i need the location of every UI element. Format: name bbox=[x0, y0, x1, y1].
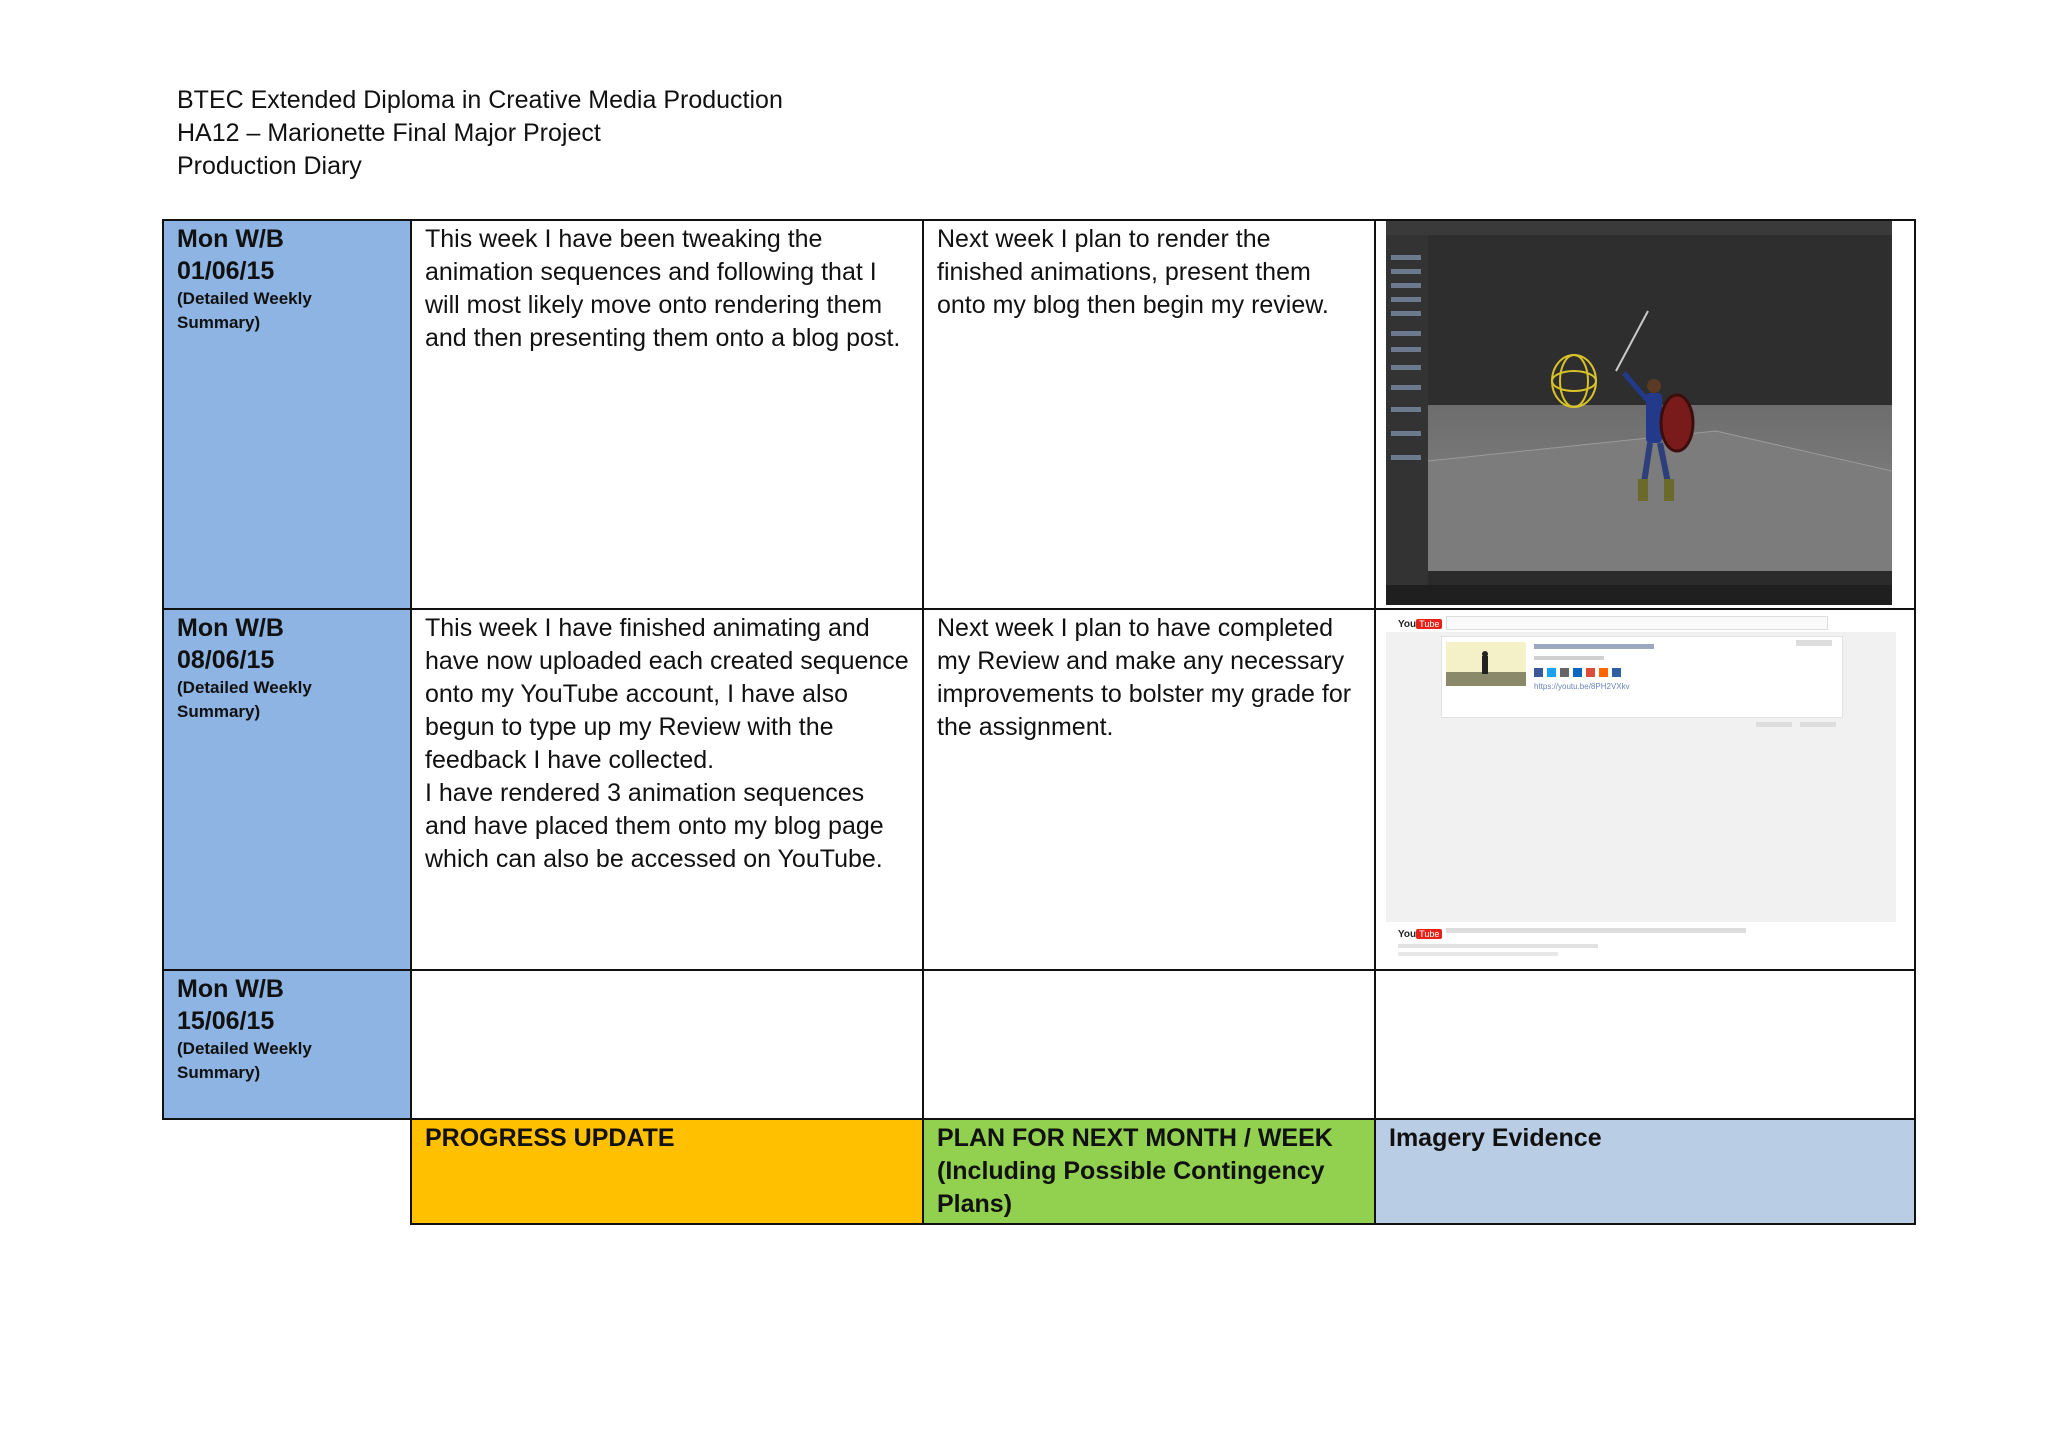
animation-viewport-screenshot bbox=[1386, 221, 1892, 605]
diary-row bbox=[163, 220, 1915, 609]
progress-text: This week I have finished animating and have now uploaded each created sequence onto my YouTube account, I have also begun to type up my Review with the feedback I have collected. bbox=[425, 614, 909, 774]
date-cell bbox=[163, 609, 411, 970]
plan-text: Next week I plan to render the finished animations, present them onto my blog then begin my review. bbox=[937, 225, 1329, 319]
progress-text bbox=[412, 971, 922, 975]
legend-blank bbox=[163, 1119, 411, 1224]
youtube-logo: You Tube bbox=[1398, 614, 1442, 632]
progress-text: This week I have been tweaking the animation sequences and following that I will most likely move onto rendering them and then presenting them onto a blog post. bbox=[425, 225, 901, 352]
plan-cell bbox=[923, 220, 1375, 609]
imagery-cell bbox=[1375, 220, 1915, 609]
diary-row bbox=[163, 609, 1915, 970]
document-header bbox=[177, 84, 783, 183]
legend-row bbox=[163, 1119, 1915, 1224]
legend-plan: PLAN FOR NEXT MONTH / WEEK (Including Possible Contingency Plans) bbox=[923, 1119, 1375, 1224]
progress-text: I have rendered 3 animation sequences and have placed them onto my blog page which can also be accessed on YouTube. bbox=[425, 779, 884, 873]
week-label: Mon W/B bbox=[177, 975, 284, 1003]
progress-cell bbox=[411, 220, 923, 609]
share-url[interactable]: https://youtu.be/8PH2VXkv bbox=[1534, 682, 1630, 691]
viewport-scene bbox=[1386, 221, 1892, 605]
diary-row bbox=[163, 970, 1915, 1119]
progress-cell bbox=[411, 609, 923, 970]
imagery-cell bbox=[1375, 609, 1915, 970]
youtube-footer-logo: You Tube bbox=[1398, 924, 1442, 942]
video-thumbnail bbox=[1446, 642, 1526, 686]
project-title: HA12 – Marionette Final Major Project bbox=[177, 119, 601, 147]
date-cell bbox=[163, 970, 411, 1119]
summary-label: (Detailed Weekly Summary) bbox=[177, 289, 312, 332]
production-diary-table bbox=[162, 219, 1916, 1225]
legend-imagery: Imagery Evidence bbox=[1375, 1119, 1915, 1224]
plan-text: Next week I plan to have completed my Review and make any necessary improvements to bolster my grade for the assignment. bbox=[937, 614, 1352, 741]
diary-title: Production Diary bbox=[177, 152, 362, 180]
course-title: BTEC Extended Diploma in Creative Media Production bbox=[177, 86, 783, 114]
progress-cell bbox=[411, 970, 923, 1119]
week-date: 15/06/15 bbox=[177, 1007, 275, 1035]
week-date: 01/06/15 bbox=[177, 257, 275, 285]
summary-label: (Detailed Weekly Summary) bbox=[177, 1039, 312, 1082]
plan-cell bbox=[923, 609, 1375, 970]
summary-label: (Detailed Weekly Summary) bbox=[177, 678, 312, 721]
youtube-upload-screenshot bbox=[1386, 610, 1896, 966]
week-label: Mon W/B bbox=[177, 225, 284, 253]
share-icons bbox=[1534, 668, 1621, 677]
date-cell bbox=[163, 220, 411, 609]
legend-progress: PROGRESS UPDATE bbox=[411, 1119, 923, 1224]
plan-text bbox=[924, 971, 1374, 975]
week-label: Mon W/B bbox=[177, 614, 284, 642]
imagery-cell bbox=[1375, 970, 1915, 1119]
plan-cell bbox=[923, 970, 1375, 1119]
week-date: 08/06/15 bbox=[177, 646, 275, 674]
